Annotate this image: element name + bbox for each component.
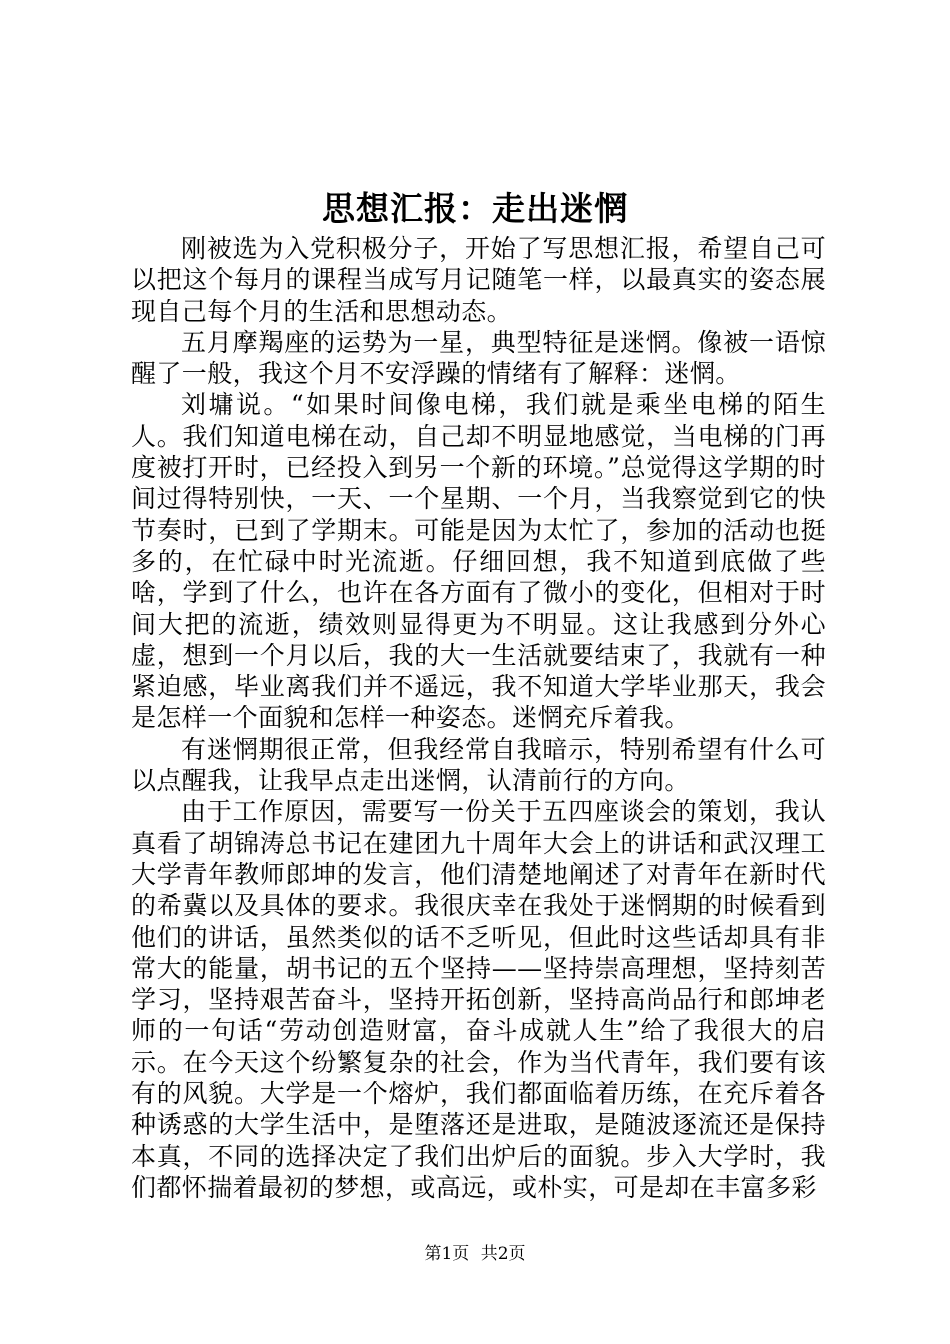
paragraph-4: 有迷惘期很正常，但我经常自我暗示，特别希望有什么可以点醒我，让我早点走出迷惘，认清前行的方向。	[131, 734, 826, 796]
document-body	[131, 233, 826, 1203]
paragraph-3: 刘墉说。“如果时间像电梯，我们就是乘坐电梯的陌生人。我们知道电梯在动，自己却不明显地感觉，当电梯的门再度被打开时，已经投入到另一个新的环境。”总觉得这学期的时间过得特别快，一天、一个星期、一个月，当我察觉到它的快节奏时，已到了学期末。可能是因为太忙了，参加的活动也挺多的，在忙碌中时光流逝。仔细回想，我不知道到底做了些啥，学到了什么，也许在各方面有了微小的变化，但相对于时间大把的流逝，绩效则显得更为不明显。这让我感到分外心虚，想到一个月以后，我的大一生活就要结束了，我就有一种紧迫感，毕业离我们并不遥远，我不知道大学毕业那天，我会是怎样一个面貌和怎样一种姿态。迷惘充斥着我。	[131, 390, 826, 733]
paragraph-5: 由于工作原因，需要写一份关于五四座谈会的策划，我认真看了胡锦涛总书记在建团九十周年大会上的讲话和武汉理工大学青年教师郎坤的发言，他们清楚地阐述了对青年在新时代的希冀以及具体的要求。我很庆幸在我处于迷惘期的时候看到他们的讲话，虽然类似的话不乏听见，但此时这些话却具有非常大的能量，胡书记的五个坚持——坚持崇高理想，坚持刻苦学习，坚持艰苦奋斗，坚持开拓创新，坚持高尚品行和郎坤老师的一句话“劳动创造财富，奋斗成就人生”给了我很大的启示。在今天这个纷繁复杂的社会，作为当代青年，我们要有该有的风貌。大学是一个熔炉，我们都面临着历练，在充斥着各种诱惑的大学生活中，是堕落还是进取，是随波逐流还是保持本真，不同的选择决定了我们出炉后的面貌。步入大学时，我们都怀揣着最初的梦想，或高远，或朴实，可是却在丰富多彩	[131, 797, 826, 1202]
document-title: 思想汇报：走出迷惘	[322, 189, 628, 228]
paragraph-2: 五月摩羯座的运势为一星，典型特征是迷惘。像被一语惊醒了一般，我这个月不安浮躁的情绪有了解释：迷惘。	[131, 327, 826, 389]
page-total: 共2页	[480, 1244, 526, 1264]
page-number: 第1页	[424, 1244, 470, 1264]
paragraph-1: 刚被选为入党积极分子，开始了写思想汇报，希望自己可以把这个每月的课程当成写月记随笔一样，以最真实的姿态展现自己每个月的生活和思想动态。	[131, 234, 826, 326]
page-footer	[0, 1243, 950, 1265]
